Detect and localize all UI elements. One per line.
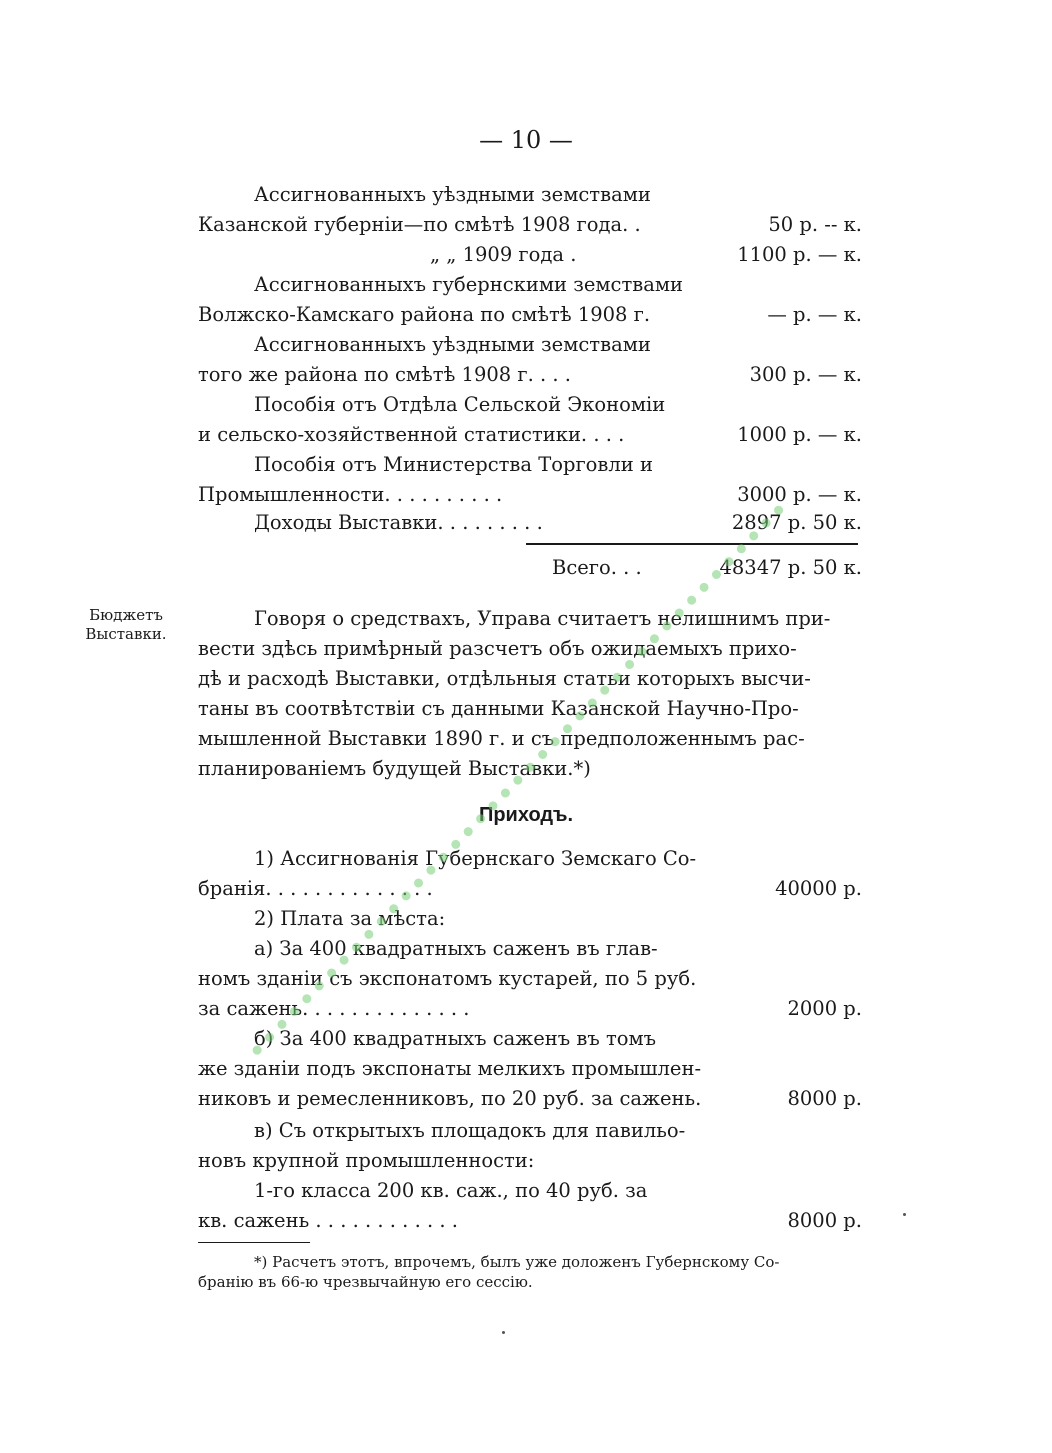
income-line: Пособія отъ Отдѣла Сельской Экономіи [254, 393, 666, 416]
margin-note-line: Бюджетъ [89, 606, 163, 624]
prikhod-amount: 40000 р. [775, 877, 862, 900]
income-amount: 2897 р. 50 к. [731, 511, 862, 534]
page-number: — 10 — [479, 126, 573, 154]
total-label: Всего. . . [552, 556, 642, 579]
income-amount: 300 р. — к. [749, 363, 862, 386]
income-line: Пособія отъ Министерства Торговли и [254, 453, 653, 476]
margin-note-line: Выставки. [85, 625, 167, 643]
prikhod-line: б) За 400 квадратныхъ саженъ въ томъ [254, 1027, 657, 1050]
prikhod-amount: 8000 р. [787, 1209, 862, 1232]
prikhod-line: кв. сажень . . . . . . . . . . . . [198, 1209, 458, 1232]
income-amount: — р. — к. [767, 303, 862, 326]
prikhod-line: никовъ и ремесленниковъ, по 20 руб. за сажень. [198, 1087, 702, 1110]
income-line: Промышленности. . . . . . . . . . [198, 483, 503, 506]
income-line: того же района по смѣтѣ 1908 г. . . . [198, 363, 571, 386]
paragraph-line: мышленной Выставки 1890 г. и съ предположеннымъ рас- [198, 727, 805, 750]
income-amount: 3000 р. — к. [737, 483, 862, 506]
prikhod-line: 1-го класса 200 кв. саж., по 40 руб. за [254, 1179, 648, 1202]
income-amount: 1000 р. — к. [737, 423, 862, 446]
prikhod-line: номъ зданіи съ экспонатомъ кустарей, по 5 руб. [198, 967, 697, 990]
paragraph-line: таны въ соотвѣтствіи съ данными Казанской Научно-Про- [198, 697, 799, 720]
income-line: и сельско-хозяйственной статистики. . . . [198, 423, 625, 446]
income-line: Ассигнованныхъ уѣздными земствами [254, 183, 651, 206]
income-amount: 50 р. -- к. [768, 213, 862, 236]
income-line: Волжско-Камскаго района по смѣтѣ 1908 г. [198, 303, 651, 326]
paragraph-line: дѣ и расходѣ Выставки, отдѣльныя статьи которыхъ высчи- [198, 667, 811, 690]
prikhod-line: 2) Плата за мѣста: [254, 907, 446, 930]
total-rule [526, 543, 858, 545]
income-line: Ассигнованныхъ уѣздными земствами [254, 333, 651, 356]
income-line: Ассигнованныхъ губернскими земствами [254, 273, 684, 296]
paragraph-line: Говоря о средствахъ, Управа считаетъ нелишнимъ при- [254, 607, 831, 630]
prikhod-line: в) Съ открытыхъ площадокъ для павильо- [254, 1119, 686, 1142]
prikhod-amount: 8000 р. [787, 1087, 862, 1110]
scan-dot [502, 1331, 505, 1334]
total-amount: 48347 р. 50 к. [719, 556, 862, 579]
footnote-line: *) Расчетъ этотъ, впрочемъ, былъ уже доложенъ Губернскому Со- [254, 1253, 780, 1271]
income-line: Казанской губерніи—по смѣтѣ 1908 года. . [198, 213, 641, 236]
prikhod-amount: 2000 р. [787, 997, 862, 1020]
footnote-rule [198, 1242, 310, 1243]
footnote-line: бранію въ 66-ю чрезвычайную его сессію. [198, 1273, 533, 1291]
scan-dot [903, 1213, 906, 1216]
income-line: Доходы Выставки. . . . . . . . . [254, 511, 543, 534]
income-line: „ „ 1909 года . [430, 243, 577, 266]
prikhod-line: 1) Ассигнованія Губернскаго Земскаго Со- [254, 847, 697, 870]
prikhod-line: а) За 400 квадратныхъ саженъ въ глав- [254, 937, 658, 960]
prikhod-line: же зданіи подъ экспонаты мелкихъ промышлен- [198, 1057, 702, 1080]
paragraph-line: вести здѣсь примѣрный разсчетъ объ ожидаемыхъ прихо- [198, 637, 797, 660]
income-amount: 1100 р. — к. [737, 243, 862, 266]
prikhod-line: за сажень. . . . . . . . . . . . . . [198, 997, 470, 1020]
margin-note [76, 606, 176, 644]
prikhod-line: бранія. . . . . . . . . . . . . . [198, 877, 433, 900]
paragraph-line: планированіемъ будущей Выставки.*) [198, 757, 591, 780]
prikhod-line: новъ крупной промышленности: [198, 1149, 535, 1172]
section-heading: Приходъ. [478, 804, 574, 826]
